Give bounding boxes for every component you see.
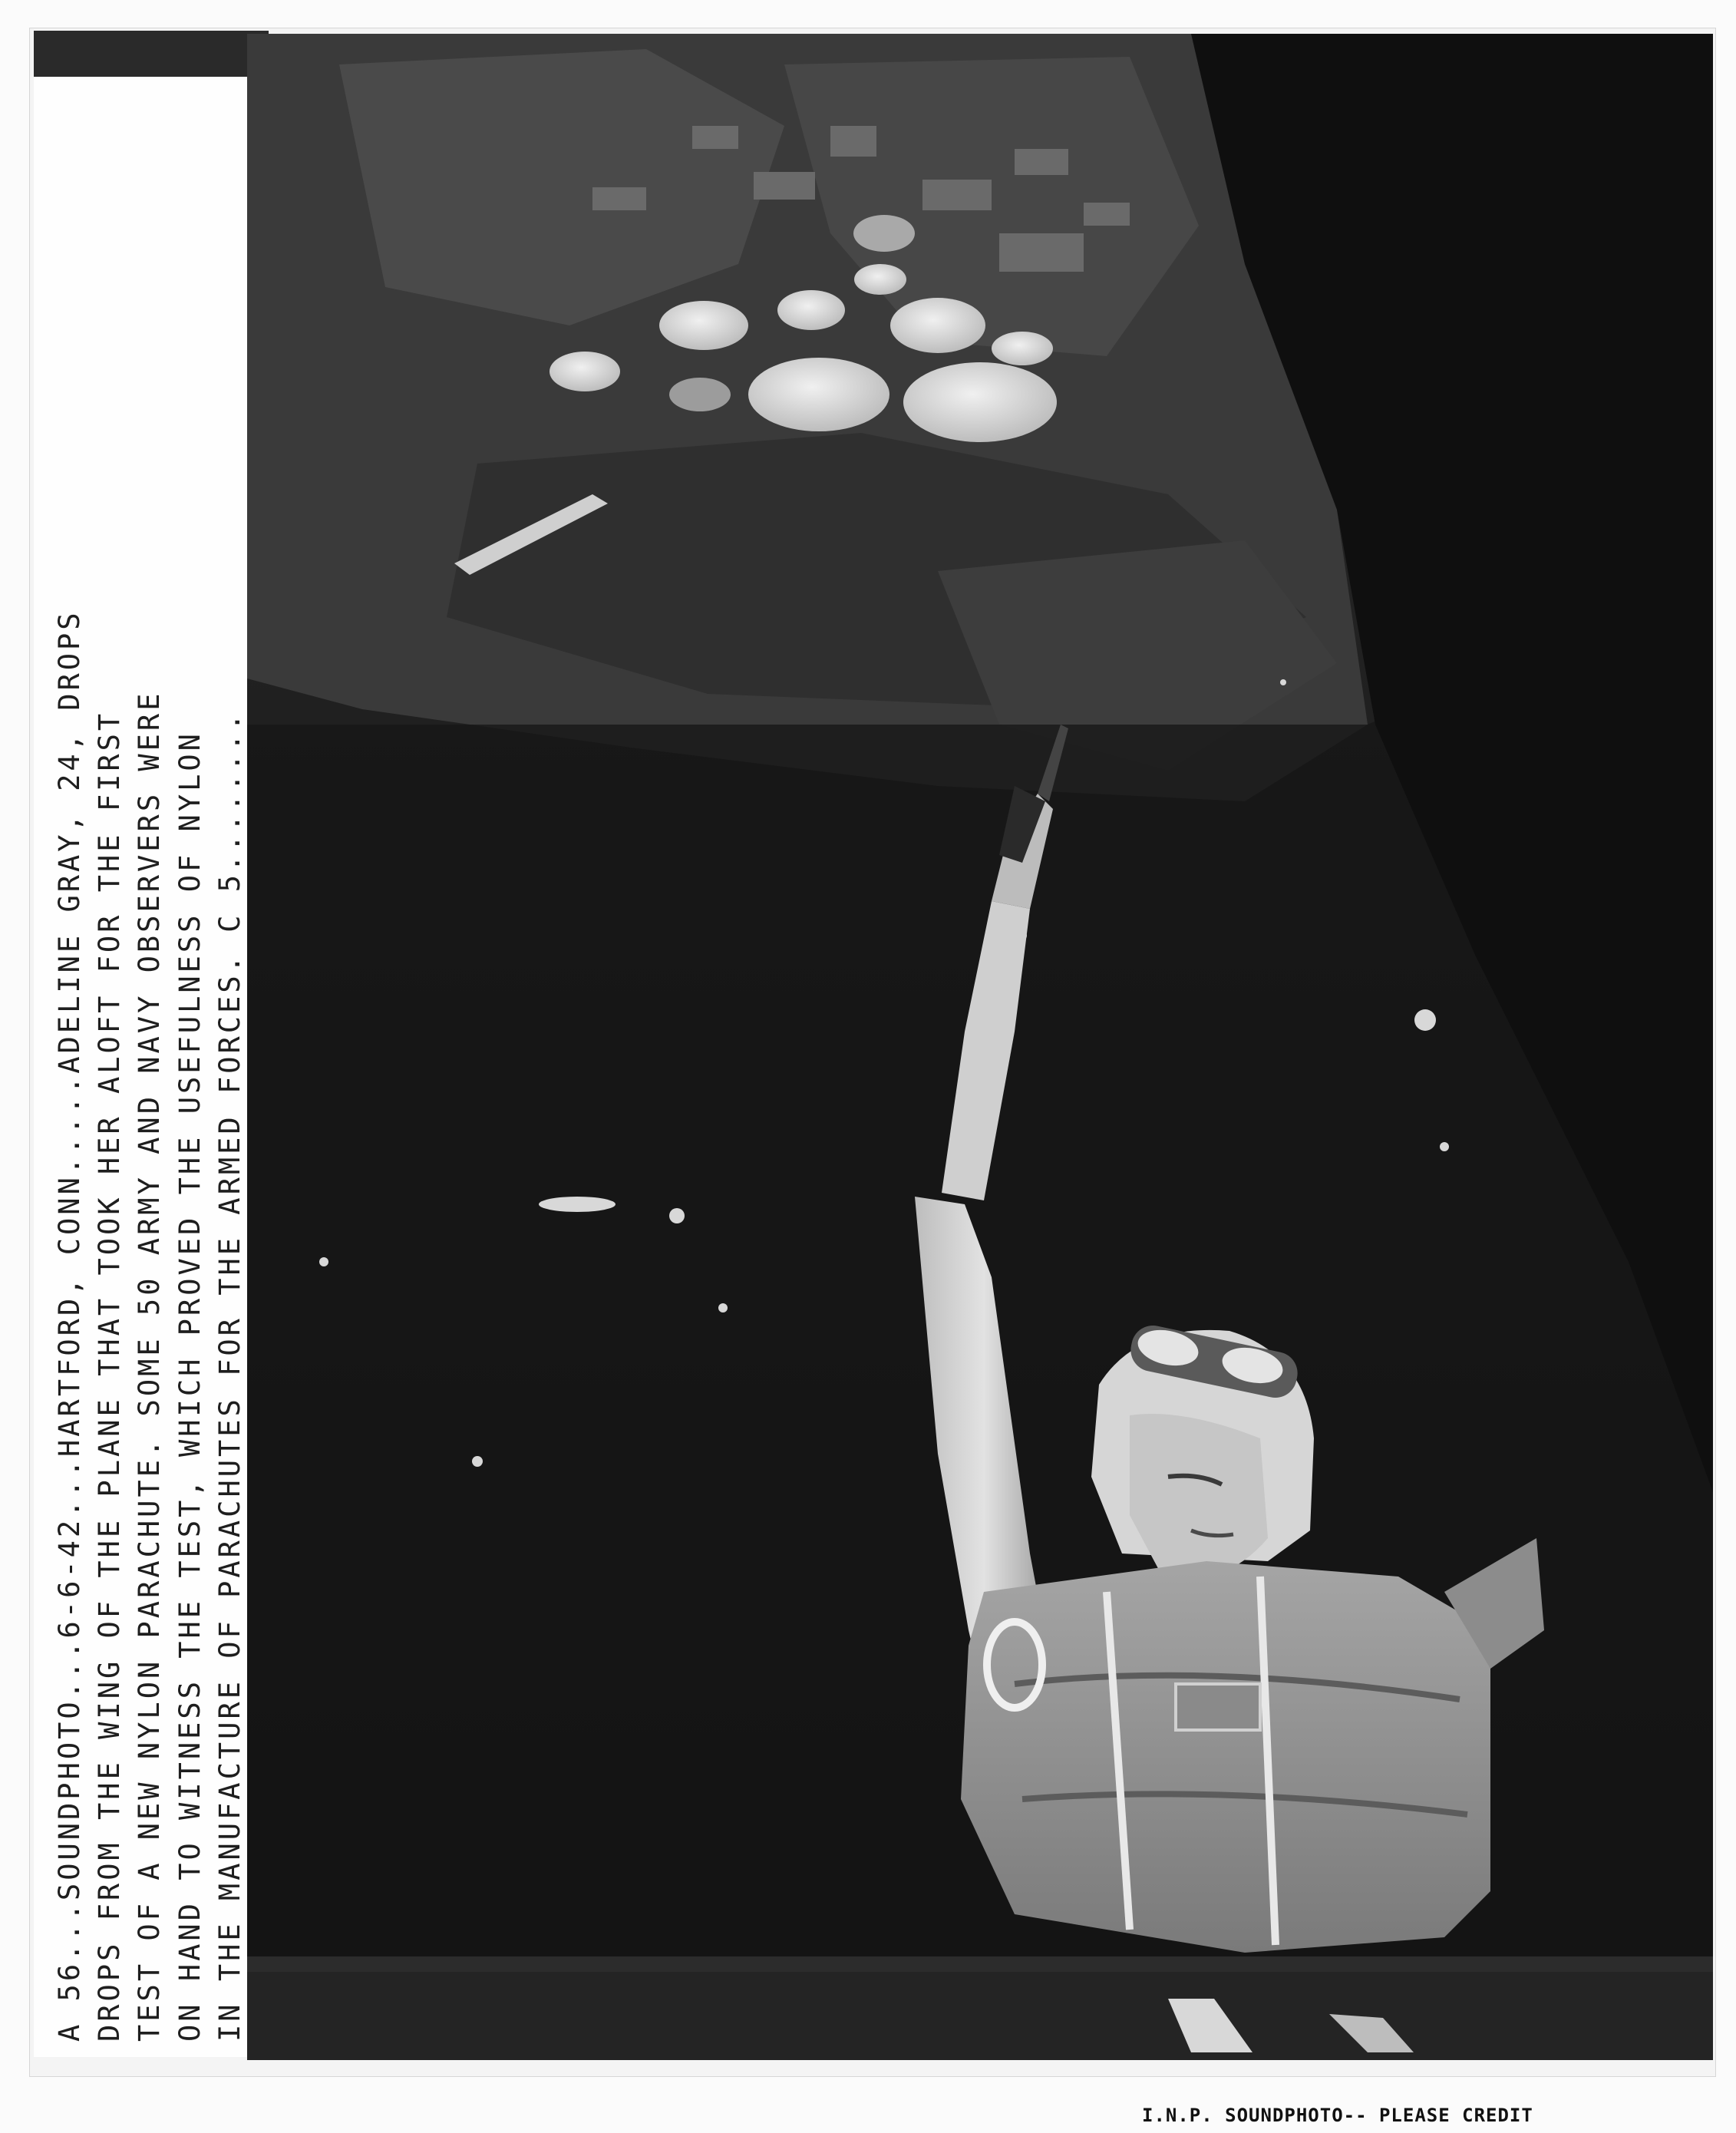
wing-edge bbox=[247, 1956, 1713, 1972]
caption-line-4: ON HAND TO WITNESS THE TEST, WHICH PROVED THE USEFULNESS OF NYLON bbox=[173, 731, 206, 2042]
caption-line-1: A 56...SOUNDPHOTO...6-6-42...HARTFORD, CONN.....ADELINE GRAY, 24, DROPS bbox=[52, 609, 86, 2042]
caption-column bbox=[34, 77, 269, 2057]
caption-line-3: TEST OF A NEW NYLON PARACHUTE. SOME 50 ARMY AND NAVY OBSERVERS WERE bbox=[133, 690, 167, 2042]
caption-text-block bbox=[34, 77, 269, 2057]
caption-line-5: IN THE MANUFACTURE OF PARACHUTES FOR THE ARMED FORCES. C 5........ bbox=[213, 710, 247, 2042]
photograph bbox=[247, 34, 1713, 2060]
print-top-edge-strip bbox=[34, 31, 269, 77]
photograph-artwork bbox=[247, 34, 1713, 2060]
parachute-pack bbox=[961, 1561, 1490, 1953]
wing-surface bbox=[247, 1972, 1713, 2060]
caption-line-2: DROPS FROM THE WING OF THE PLANE THAT TOOK HER ALOFT FOR THE FIRST bbox=[93, 710, 127, 2042]
photo-credit-line: I.N.P. SOUNDPHOTO-- PLEASE CREDIT bbox=[1142, 2105, 1533, 2126]
